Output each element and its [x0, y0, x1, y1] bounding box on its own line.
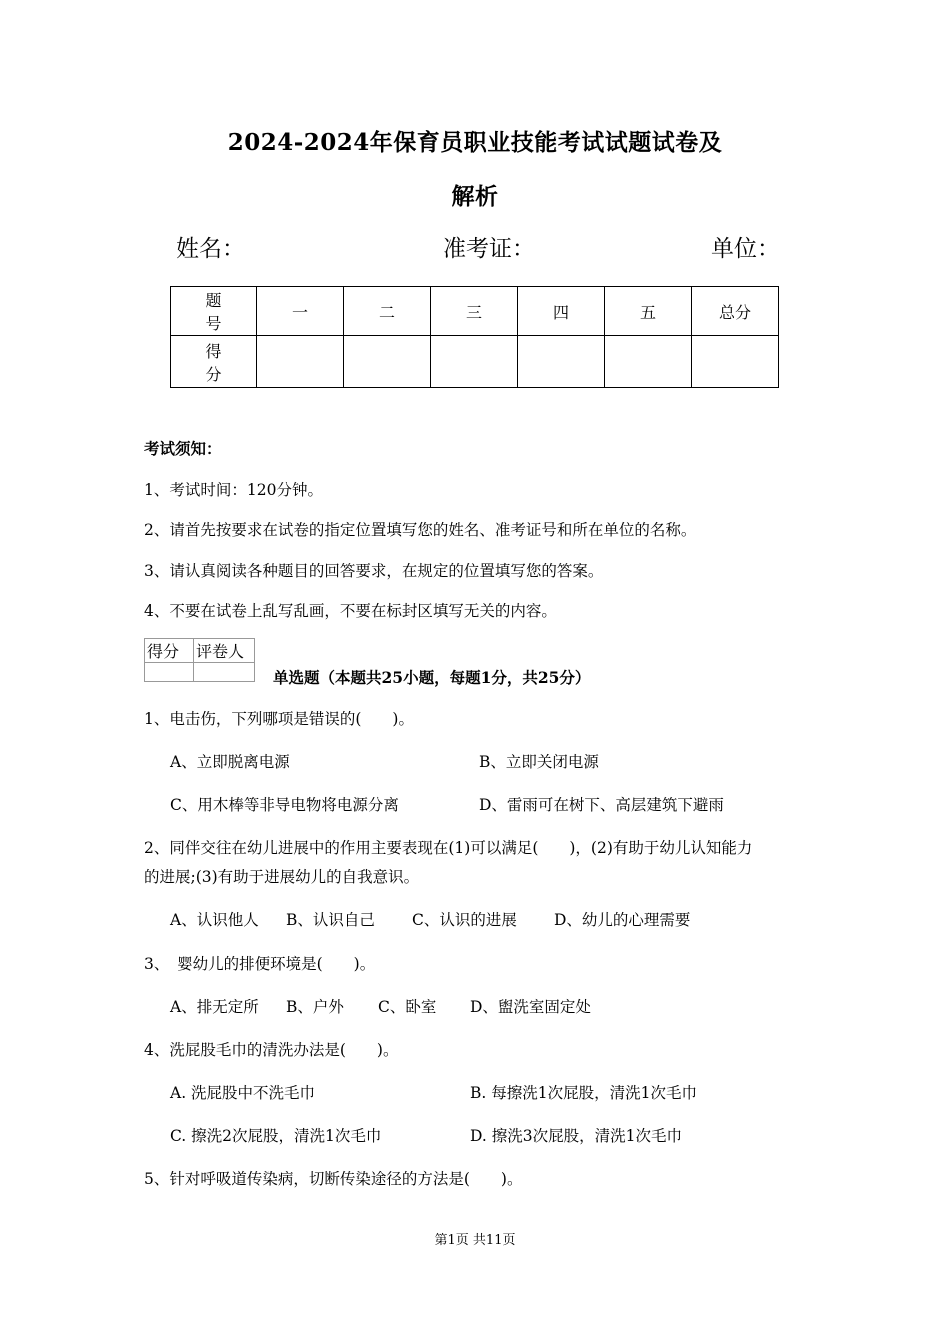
- option-d: D、雷雨可在树下、高层建筑下避雨: [479, 796, 724, 814]
- unit-label: 单位：: [711, 236, 780, 262]
- option-b: B、户外: [286, 998, 344, 1016]
- score-cell[interactable]: [518, 336, 605, 388]
- score-table-header-cell: 总分: [692, 287, 779, 336]
- option-b: B、认识自己: [286, 911, 375, 929]
- option-a: A、认识他人: [170, 911, 259, 929]
- notice-item: 4、不要在试卷上乱写乱画，不要在标封区填写无关的内容。: [144, 602, 557, 620]
- notice-item: 1、考试时间：120分钟。: [144, 481, 323, 499]
- score-table-header-cell: 四: [518, 287, 605, 336]
- option-d: D. 擦洗3次屁股，清洗1次毛巾: [470, 1127, 682, 1145]
- score-table-score-row: [171, 336, 779, 388]
- option-b: B. 每擦洗1次屁股，清洗1次毛巾: [470, 1084, 697, 1102]
- option-d: D、幼儿的心理需要: [554, 911, 691, 929]
- exam-id-label: 准考证：: [443, 236, 535, 262]
- grader-name-cell[interactable]: [194, 663, 255, 682]
- score-table-header-row: [171, 287, 779, 336]
- score-cell[interactable]: [431, 336, 518, 388]
- score-row-label: 得 分: [171, 336, 257, 388]
- grader-score-label: 得分: [145, 639, 194, 663]
- score-table-header-cell: 题 号: [171, 287, 257, 336]
- question-stem: 2、同伴交往在幼儿进展中的作用主要表现在(1)可以满足( )，(2)有助于幼儿认知能力: [144, 839, 753, 857]
- option-c: C. 擦洗2次屁股，清洗1次毛巾: [170, 1127, 382, 1145]
- notice-heading: 考试须知：: [144, 439, 222, 458]
- notice-item: 2、请首先按要求在试卷的指定位置填写您的姓名、准考证号和所在单位的名称。: [144, 521, 697, 539]
- section-heading: 单选题（本题共25小题，每题1分，共25分）: [273, 668, 591, 687]
- score-cell[interactable]: [692, 336, 779, 388]
- notice-item: 3、请认真阅读各种题目的回答要求，在规定的位置填写您的答案。: [144, 562, 604, 580]
- option-b: B、立即关闭电源: [479, 753, 599, 771]
- question-stem: 4、洗屁股毛巾的清洗办法是( )。: [144, 1041, 399, 1059]
- question-stem: 5、针对呼吸道传染病，切断传染途径的方法是( )。: [144, 1170, 523, 1188]
- name-label: 姓名：: [176, 236, 245, 262]
- score-table-header-cell: 五: [605, 287, 692, 336]
- score-cell[interactable]: [605, 336, 692, 388]
- score-table: [170, 286, 779, 388]
- question-stem-continued: 的进展;(3)有助于进展幼儿的自我意识。: [144, 868, 420, 886]
- option-a: A. 洗屁股中不洗毛巾: [170, 1084, 316, 1102]
- score-cell[interactable]: [257, 336, 344, 388]
- question-stem: 3、 婴幼儿的排便环境是( )。: [144, 955, 376, 973]
- question-stem: 1、电击伤，下列哪项是错误的( )。: [144, 710, 414, 728]
- page-number: 第1页 共11页: [434, 1233, 516, 1248]
- score-table-header-cell: 三: [431, 287, 518, 336]
- option-a: A、立即脱离电源: [170, 753, 290, 771]
- document-title-line2: 解析: [451, 183, 499, 210]
- option-a: A、排无定所: [170, 998, 259, 1016]
- grader-name-label: 评卷人: [194, 639, 255, 663]
- score-table-header-cell: 一: [257, 287, 344, 336]
- document-title-line1: 2024-2024年保育员职业技能考试试题试卷及: [227, 129, 723, 156]
- option-c: C、卧室: [378, 998, 437, 1016]
- grader-score-cell[interactable]: [145, 663, 194, 682]
- option-c: C、认识的进展: [412, 911, 517, 929]
- option-c: C、用木棒等非导电物将电源分离: [170, 796, 399, 814]
- grader-box: [144, 638, 255, 682]
- score-cell[interactable]: [344, 336, 431, 388]
- option-d: D、盥洗室固定处: [470, 998, 591, 1016]
- score-table-header-cell: 二: [344, 287, 431, 336]
